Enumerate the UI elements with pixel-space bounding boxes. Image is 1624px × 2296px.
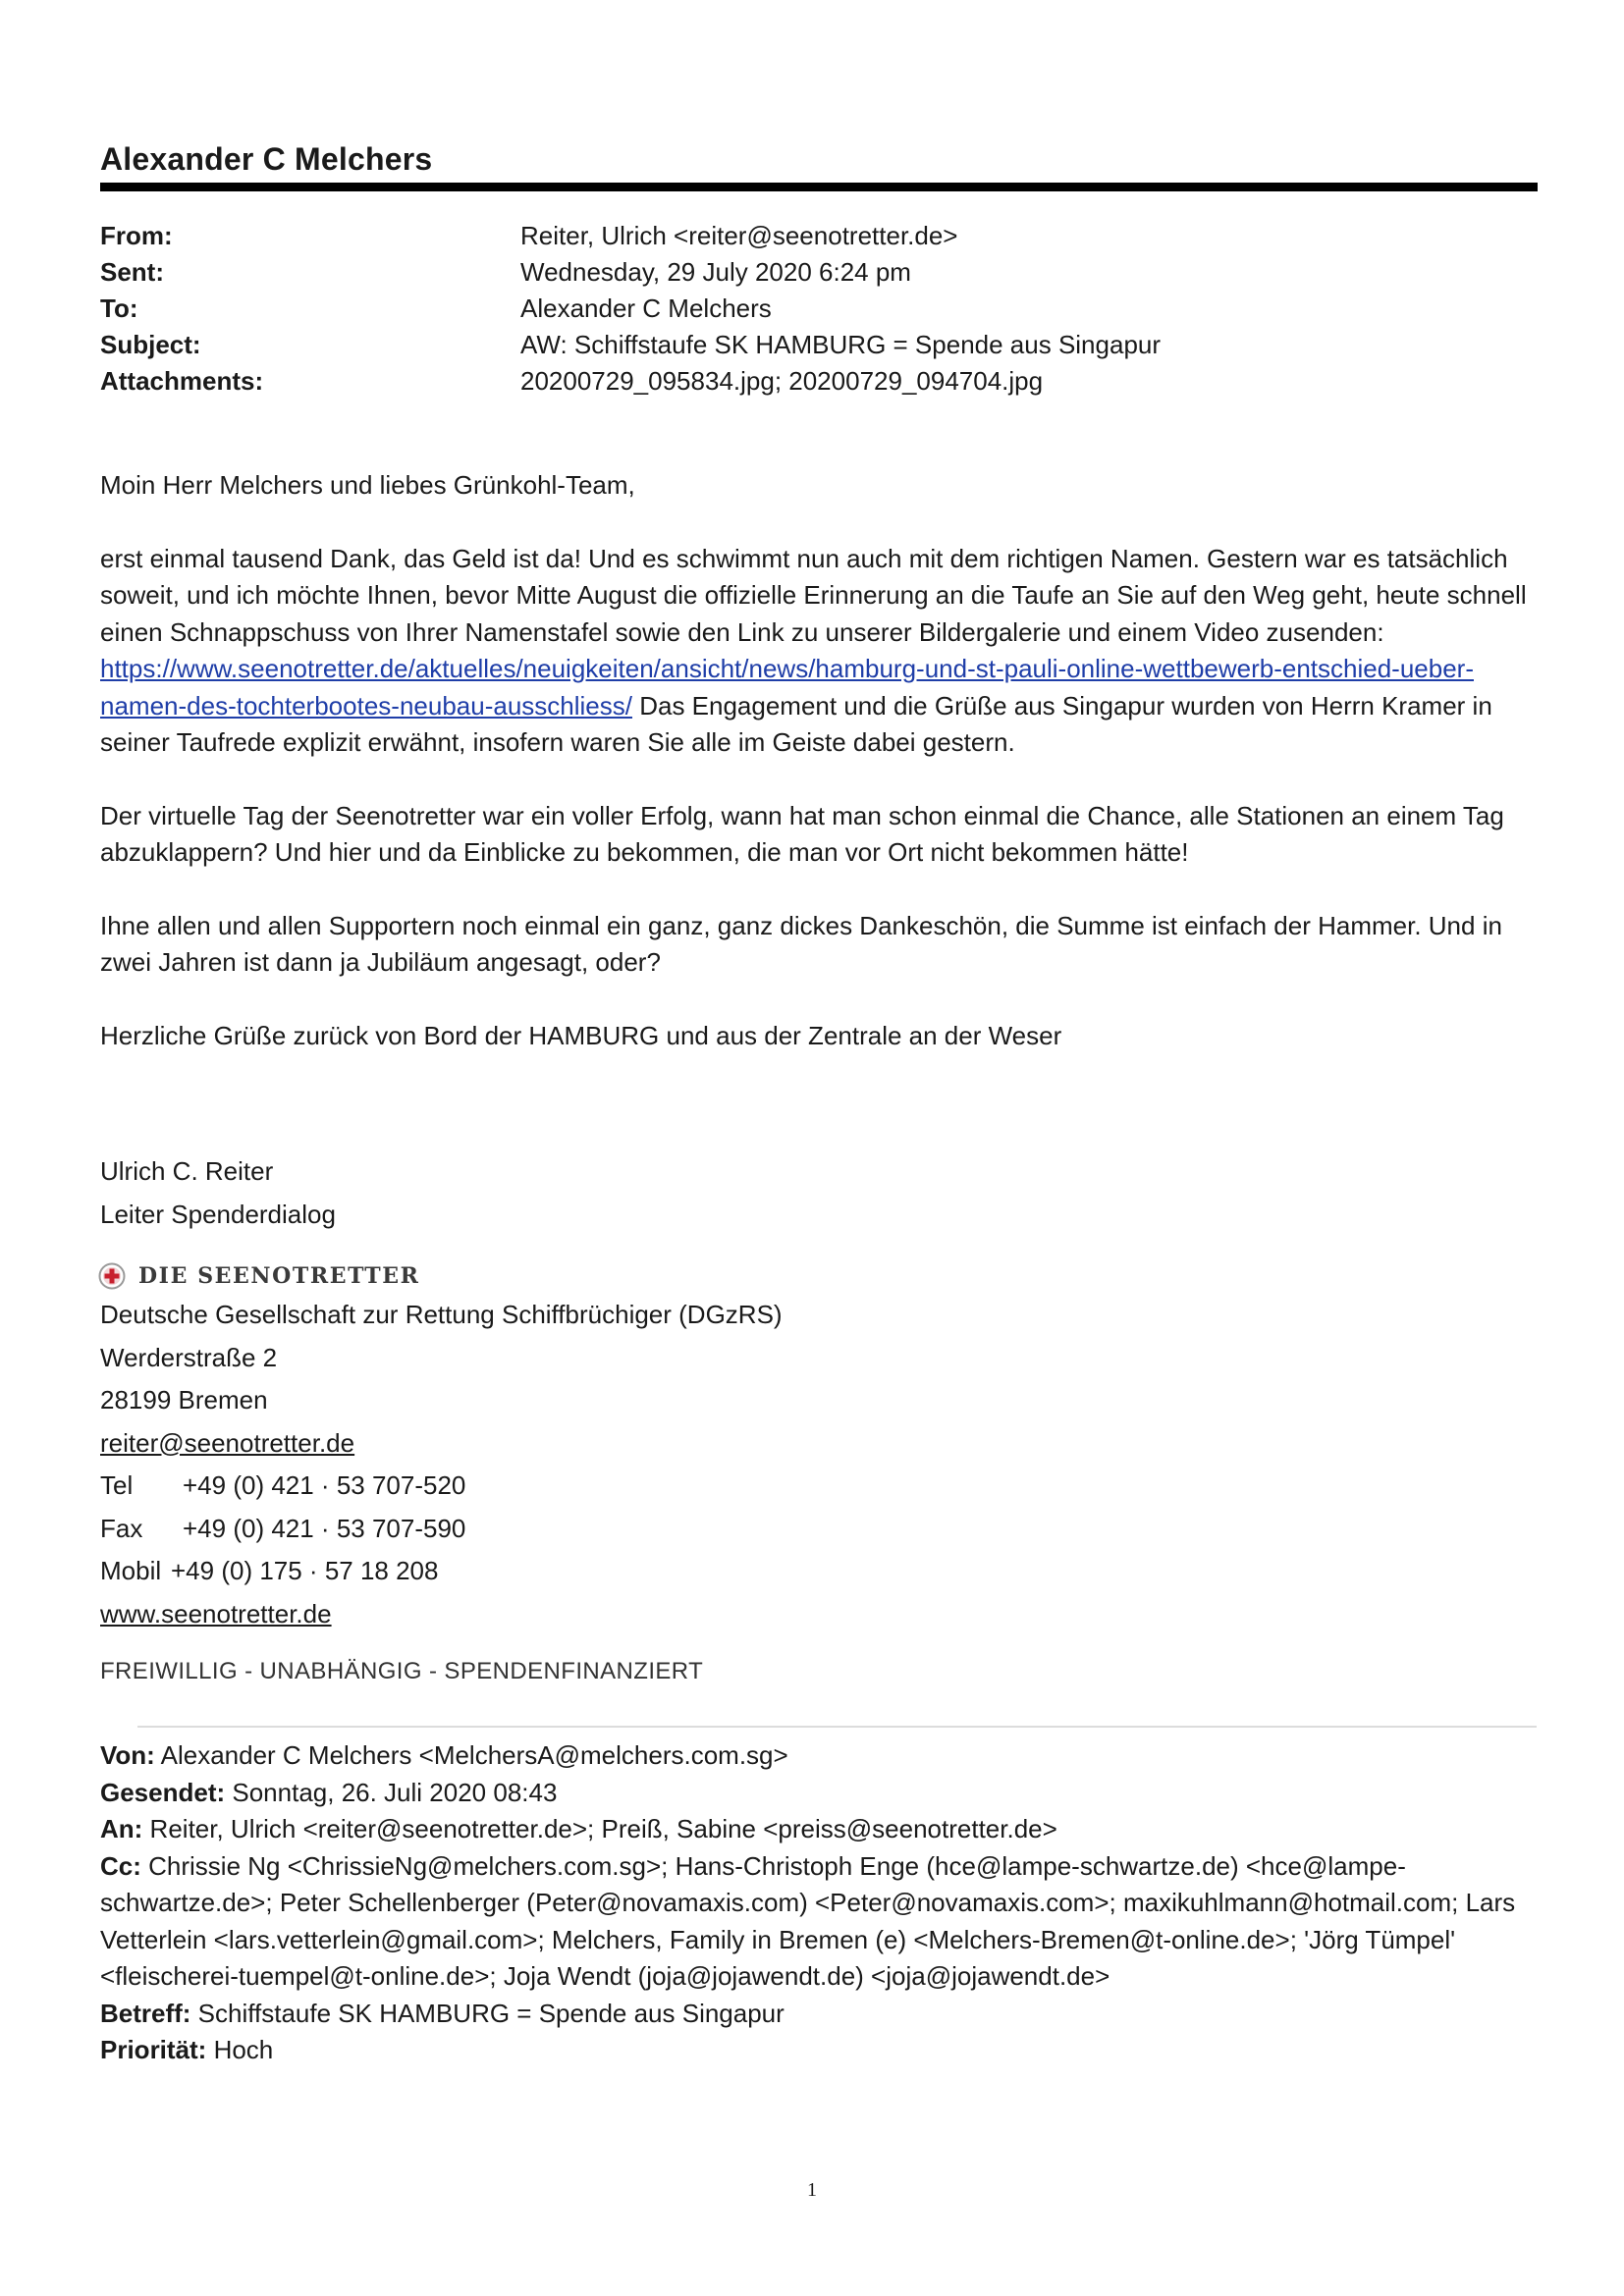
page-number: 1: [807, 2179, 817, 2201]
original-priority-value: Hoch: [206, 2035, 274, 2064]
mobile-number: +49 (0) 175 · 57 18 208: [171, 1556, 439, 1585]
body-paragraph-1: [100, 541, 1543, 762]
email-body: [100, 467, 1543, 1091]
original-priority-label: Priorität:: [100, 2035, 207, 2064]
original-subject-value: Schiffstaufe SK HAMBURG = Spende aus Singapur: [190, 1998, 785, 2028]
original-cc-row: [100, 1848, 1543, 1996]
original-cc-value: Chrissie Ng <ChrissieNg@melchers.com.sg>; Hans-Christoph Enge (hce@lampe-schwartze.de) <hce@lampe-schwartze.de>; Peter Schellenberger (Peter@novamaxis.com) <Peter@novamaxis.com>; maxikuhlmann@hotmail.com; Lars Vetterlein <lars.vetterlein@gmail.com>; Melchers, Family in Bremen (e) <Melchers-Bremen@t-online.de>; 'Jörg Tümpel' <fleischerei-tuempel@t-online.de>; Joja Wendt (joja@jojawendt.de) <joja@jojawendt.de>: [100, 1850, 1516, 1991]
header-attachments-value[interactable]: 20200729_095834.jpg; 20200729_094704.jpg: [520, 366, 1044, 396]
mobile-row: [100, 1550, 783, 1593]
body-paragraph-3: Ihne allen und allen Supportern noch einmal ein ganz, ganz dickes Dankeschön, die Summe ist einfach der Hammer. Und in zwei Jahren ist dann ja Jubiläum angesagt, oder?: [100, 910, 1502, 977]
seenotretter-logo: [98, 1259, 420, 1293]
original-sent-label: Gesendet:: [100, 1777, 226, 1807]
city-address: 28199 Bremen: [100, 1385, 268, 1415]
website-link[interactable]: www.seenotretter.de: [100, 1598, 332, 1629]
header-attachments-label: Attachments:: [100, 366, 264, 396]
header-from-row: [100, 218, 1534, 254]
original-message-header: [100, 1737, 1543, 2069]
header-attachments-row: [100, 363, 1534, 400]
telephone-label: Tel: [100, 1470, 134, 1500]
header-subject-label: Subject:: [100, 330, 201, 359]
body-paragraph-1-start: erst einmal tausend Dank, das Geld ist da! Und es schwimmt nun auch mit dem richtigen Namen. Gestern war es tatsächlich soweit, und ich möchte Ihnen, bevor Mitte August die offizielle Erinnerung an die Taufe an Sie auf den Weg geht, heute schnell einen Schnappschuss von Ihrer Namenstafel sowie den Link zu unserer Bildergalerie und einem Video zusenden:: [100, 543, 1527, 647]
telephone-row: [100, 1465, 783, 1508]
original-priority-row: [100, 2032, 1543, 2069]
closing-line: Herzliche Grüße zurück von Bord der HAMBURG und aus der Zentrale an der Weser: [100, 1020, 1062, 1050]
header-to-value: Alexander C Melchers: [520, 294, 772, 323]
header-from-label: From:: [100, 221, 173, 250]
original-sent-row: [100, 1775, 1543, 1812]
gallery-link[interactable]: https://www.seenotretter.de/aktuelles/neuigkeiten/ansicht/news/hamburg-und-st-pauli-online-wettbewerb-entschied-ueber-namen-des-tochterbootes-neubau-ausschliess/: [100, 654, 1474, 721]
header-sent-row: [100, 254, 1534, 291]
street-address: Werderstraße 2: [100, 1342, 278, 1372]
organization-motto: FREIWILLIG - UNABHÄNGIG - SPENDENFINANZIERT: [100, 1658, 704, 1684]
original-to-label: An:: [100, 1814, 143, 1843]
body-paragraph-2: Der virtuelle Tag der Seenotretter war ein voller Erfolg, wann hat man schon einmal die Chance, alle Stationen an einem Tag abzuklappern? Und hier und da Einblicke zu bekommen, die man vor Ort nicht bekommen hätte!: [100, 800, 1504, 867]
header-sent-label: Sent:: [100, 257, 164, 287]
header-to-row: [100, 291, 1534, 327]
email-header-block: [100, 218, 1534, 400]
original-to-row: [100, 1811, 1543, 1848]
signature-name-block: [100, 1149, 336, 1236]
signature-role: Leiter Spenderdialog: [100, 1200, 336, 1229]
header-subject-value: AW: Schiffstaufe SK HAMBURG = Spende aus Singapur: [520, 330, 1162, 359]
header-to-label: To:: [100, 294, 138, 323]
original-to-value: Reiter, Ulrich <reiter@seenotretter.de>; Preiß, Sabine <preiss@seenotretter.de>: [142, 1814, 1057, 1843]
header-sent-value: Wednesday, 29 July 2020 6:24 pm: [520, 257, 911, 287]
original-subject-label: Betreff:: [100, 1998, 191, 2028]
organization-contact-block: [100, 1294, 783, 1635]
mobile-label: Mobil: [100, 1556, 162, 1585]
seenotretter-cross-icon: [98, 1262, 126, 1290]
signature-email-link[interactable]: reiter@seenotretter.de: [100, 1427, 355, 1458]
original-sent-value: Sonntag, 26. Juli 2020 08:43: [225, 1777, 558, 1807]
original-subject-row: [100, 1996, 1543, 2033]
logo-wordmark: DIE SEENOTRETTER: [138, 1263, 420, 1289]
signature-name: Ulrich C. Reiter: [100, 1156, 274, 1186]
body-paragraph-1-end: Das Engagement und die Grüße aus Singapur wurden von Herrn Kramer in seiner Taufrede explizit erwähnt, insofern waren Sie alle im Geiste dabei gestern.: [100, 690, 1492, 757]
forwarded-message-separator: [137, 1726, 1537, 1728]
telephone-number: +49 (0) 421 · 53 707-520: [183, 1470, 466, 1500]
greeting: Moin Herr Melchers und liebes Grünkohl-Team,: [100, 470, 635, 500]
organization-name: Deutsche Gesellschaft zur Rettung Schiffbrüchiger (DGzRS): [100, 1300, 783, 1329]
original-cc-label: Cc:: [100, 1850, 141, 1881]
original-from-label: Von:: [100, 1740, 155, 1770]
title-divider: [100, 183, 1538, 191]
fax-row: [100, 1508, 783, 1551]
mailbox-owner-title: Alexander C Melchers: [100, 141, 433, 177]
header-from-value: Reiter, Ulrich <reiter@seenotretter.de>: [520, 221, 958, 250]
original-from-value: Alexander C Melchers <MelchersA@melchers.com.sg>: [154, 1740, 788, 1770]
header-subject-row: [100, 327, 1534, 363]
fax-label: Fax: [100, 1513, 143, 1543]
original-from-row: [100, 1737, 1543, 1775]
fax-number: +49 (0) 421 · 53 707-590: [183, 1513, 466, 1543]
